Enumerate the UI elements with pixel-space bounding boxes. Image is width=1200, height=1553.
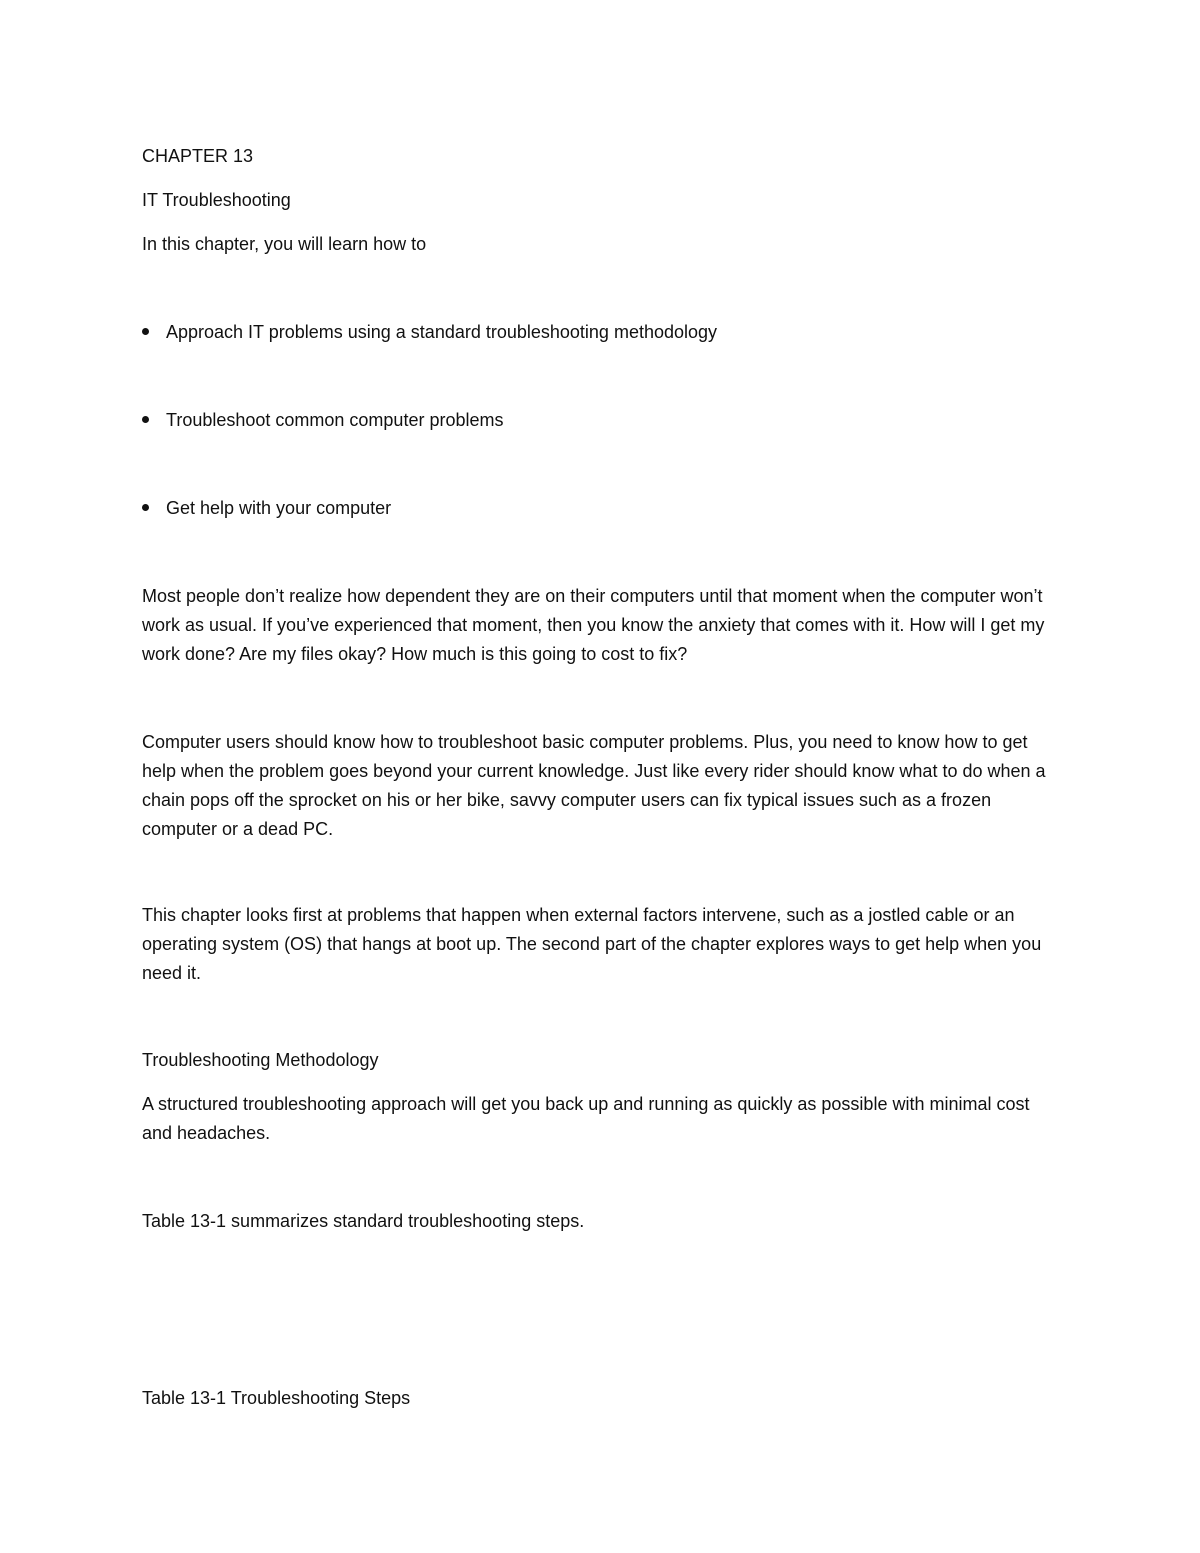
objective-item — [142, 406, 503, 435]
chapter-title: IT Troubleshooting — [142, 190, 291, 210]
section-heading: Troubleshooting Methodology — [142, 1050, 379, 1070]
bullet-icon — [142, 416, 149, 423]
table-reference: Table 13-1 summarizes standard troubleshooting steps. — [142, 1211, 585, 1231]
bullet-icon — [142, 504, 149, 511]
objective-text: Get help with your computer — [166, 498, 392, 518]
body-paragraph: This chapter looks first at problems that happen when external factors intervene, such as a jostled cable or an operating system (OS) that hangs at boot up. The second part of the chapter explores ways to get help when you need it. — [142, 905, 1042, 983]
objective-text: Troubleshoot common computer problems — [166, 410, 504, 430]
table-caption: Table 13-1 Troubleshooting Steps — [142, 1388, 411, 1408]
body-paragraph: Most people don’t realize how dependent they are on their computers until that moment when the computer won’t work as usual. If you’ve experienced that moment, then you know the anxiety that comes with it. How will I get my work done? Are my files okay? How much is this going to cost to fix? — [142, 586, 1045, 664]
objective-item — [142, 318, 717, 347]
objectives-intro: In this chapter, you will learn how to — [142, 234, 427, 254]
body-paragraph: Computer users should know how to troubleshoot basic computer problems. Plus, you need to know how to get help when the problem goes beyond your current knowledge. Just like every rider should know what to do when a chain pops off the sprocket on his or her bike, savvy computer users can fix typical issues such as a frozen computer or a dead PC. — [142, 732, 1046, 839]
bullet-icon — [142, 328, 149, 335]
chapter-label: CHAPTER 13 — [142, 146, 254, 166]
section-paragraph: A structured troubleshooting approach will get you back up and running as quickly as possible with minimal cost and headaches. — [142, 1094, 1030, 1143]
objective-text: Approach IT problems using a standard troubleshooting methodology — [166, 322, 718, 342]
objective-item — [142, 494, 391, 523]
